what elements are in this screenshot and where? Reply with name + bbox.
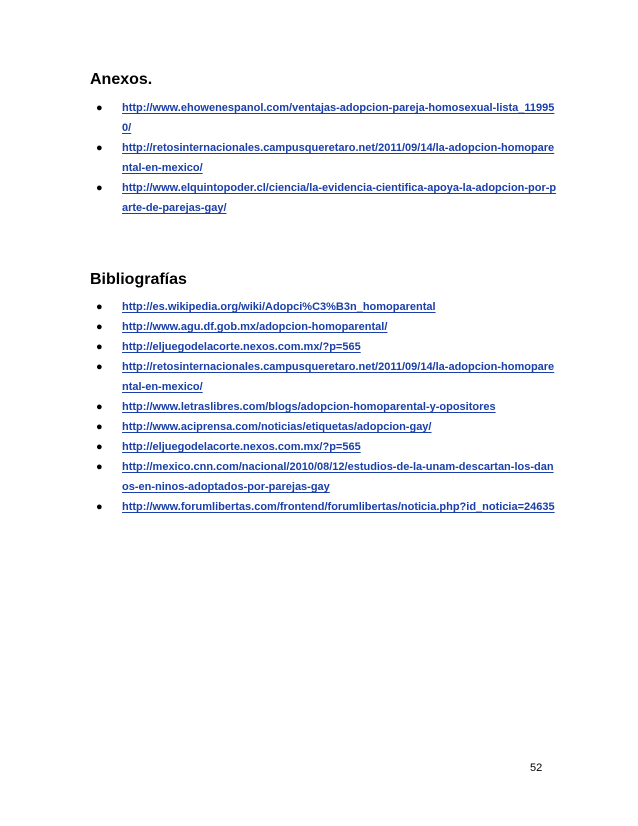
- bullet-icon: ●: [96, 321, 103, 333]
- list-item: [90, 297, 560, 317]
- list-item: [90, 317, 560, 337]
- bullet-icon: ●: [96, 501, 103, 513]
- list-item: [90, 337, 560, 357]
- reference-link[interactable]: http://www.ehowenespanol.com/ventajas-adopcion-pareja-homosexual-lista_119950/: [122, 102, 555, 134]
- reference-link[interactable]: http://www.agu.df.gob.mx/adopcion-homoparental/: [122, 321, 388, 333]
- list-item: [90, 437, 560, 457]
- bullet-icon: ●: [96, 441, 103, 453]
- list-item: [90, 98, 560, 138]
- reference-link[interactable]: http://eljuegodelacorte.nexos.com.mx/?p=565: [122, 441, 361, 453]
- reference-link[interactable]: http://www.letraslibres.com/blogs/adopcion-homoparental-y-opositores: [122, 401, 496, 413]
- bullet-icon: ●: [96, 361, 103, 373]
- bibliografias-link-list: [90, 297, 560, 517]
- list-item: [90, 178, 560, 218]
- bullet-icon: ●: [96, 341, 103, 353]
- reference-link[interactable]: http://retosinternacionales.campusqueretaro.net/2011/09/14/la-adopcion-homoparental-en-mexico/: [122, 361, 555, 393]
- list-item: [90, 417, 560, 437]
- list-item: [90, 397, 560, 417]
- bibliografias-heading: Bibliografías: [90, 271, 187, 288]
- reference-link[interactable]: http://eljuegodelacorte.nexos.com.mx/?p=565: [122, 341, 361, 353]
- list-item: [90, 138, 560, 178]
- page-number: 52: [530, 762, 543, 774]
- list-item: [90, 357, 560, 397]
- reference-link[interactable]: http://www.aciprensa.com/noticias/etiquetas/adopcion-gay/: [122, 421, 432, 433]
- bullet-icon: ●: [96, 461, 103, 473]
- bullet-icon: ●: [96, 142, 103, 154]
- anexos-link-list: [90, 98, 560, 218]
- reference-link[interactable]: http://es.wikipedia.org/wiki/Adopci%C3%B3n_homoparental: [122, 301, 436, 313]
- bullet-icon: ●: [96, 182, 103, 194]
- bullet-icon: ●: [96, 102, 103, 114]
- list-item: [90, 457, 560, 497]
- reference-link[interactable]: http://retosinternacionales.campusqueretaro.net/2011/09/14/la-adopcion-homoparental-en-mexico/: [122, 142, 555, 174]
- reference-link[interactable]: http://www.elquintopoder.cl/ciencia/la-evidencia-cientifica-apoya-la-adopcion-por-parte-de-parejas-gay/: [122, 182, 557, 214]
- list-item: [90, 497, 560, 517]
- anexos-heading: Anexos.: [90, 71, 153, 88]
- reference-link[interactable]: http://www.forumlibertas.com/frontend/forumlibertas/noticia.php?id_noticia=24635: [122, 501, 555, 513]
- reference-link[interactable]: http://mexico.cnn.com/nacional/2010/08/12/estudios-de-la-unam-descartan-los-danos-en-ninos-adoptados-por-parejas-gay: [122, 461, 554, 493]
- bullet-icon: ●: [96, 401, 103, 413]
- bullet-icon: ●: [96, 301, 103, 313]
- bullet-icon: ●: [96, 421, 103, 433]
